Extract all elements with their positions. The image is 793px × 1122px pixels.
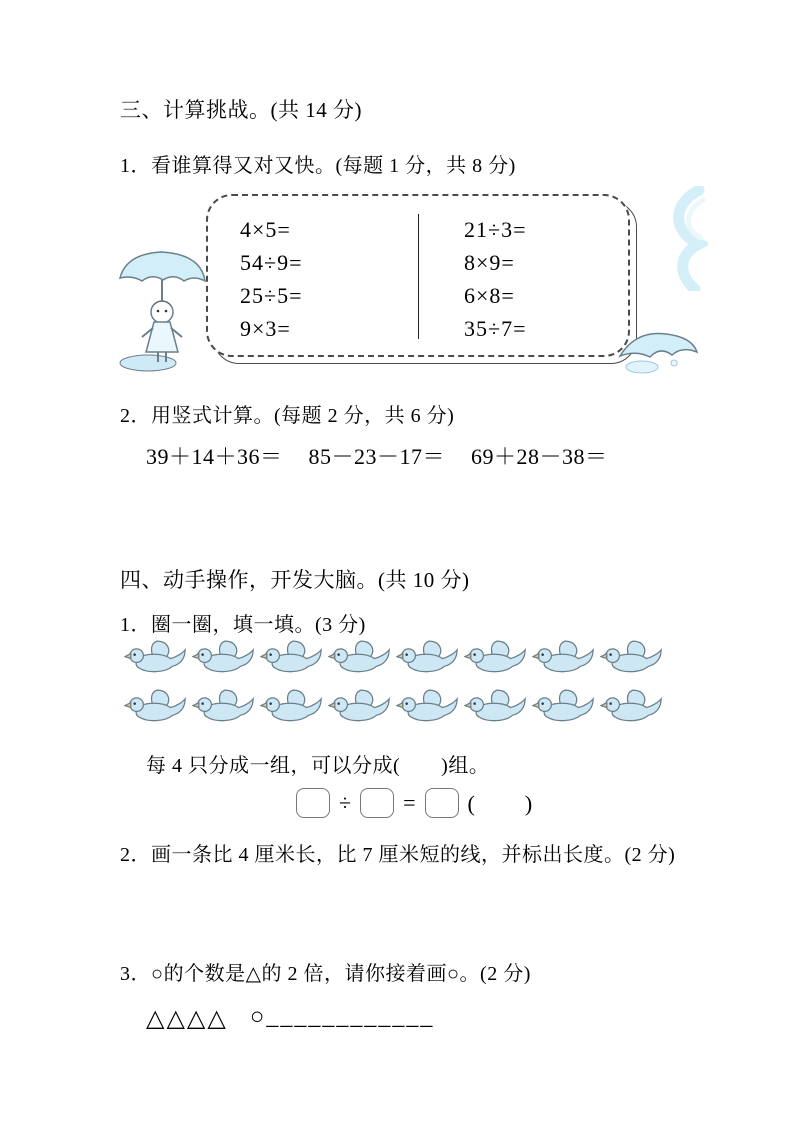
calc-right-column [418,196,628,355]
bird-row [124,687,664,732]
divide-sign: ÷ [339,789,352,815]
bird-icon [532,638,596,683]
bird-icon [396,687,460,732]
blank-box[interactable] [296,788,330,818]
math-problem: 6×8= [464,283,515,308]
water-swirl-icon [633,186,708,291]
circle-draw-line: ○____________ [249,1004,435,1030]
math-problem: 54÷9= [240,250,303,275]
bird-icon [464,687,528,732]
math-problem: 69＋28－38＝ [471,444,608,469]
girl-with-umbrella-icon [104,242,222,374]
section-four-title: 四、动手操作，开发大脑。(共 10 分) [120,568,470,592]
math-problem: 35÷7= [464,316,527,341]
bird-icon [328,638,392,683]
math-problem: 8×9= [464,250,515,275]
birds-grid [124,638,664,732]
column-divider [418,214,419,339]
bird-icon [600,638,664,683]
calc-left-column [208,196,418,355]
vertical-calc-problems [146,440,608,471]
bird-icon [328,687,392,732]
math-problem: 85－23－17＝ [308,444,446,469]
shapes-row [146,1004,434,1033]
equals-sign: = [403,789,416,815]
math-problem: 4×5= [240,217,291,242]
math-problem: 39＋14＋36＝ [146,444,283,469]
section-four-q2-label: 2．画一条比 4 厘米长，比 7 厘米短的线，并标出长度。(2 分) [120,844,676,866]
blank-box[interactable] [425,788,459,818]
section-three-title: 三、计算挑战。(共 14 分) [120,98,362,122]
section-three-q1-label: 1．看谁算得又对又快。(每题 1 分，共 8 分) [120,155,516,177]
answer-paren: ( ) [467,791,535,816]
bird-icon [532,687,596,732]
blank-box[interactable] [360,788,394,818]
math-problem: 21÷3= [464,217,527,242]
bird-icon [124,638,188,683]
section-three-q2-label: 2．用竖式计算。(每题 2 分，共 6 分) [120,405,455,427]
section-four-q1-label: 1．圈一圈，填一填。(3 分) [120,614,366,636]
math-problem: 25÷5= [240,283,303,308]
bird-row [124,638,664,683]
group-fill-text: 每 4 只分成一组，可以分成( )组。 [146,755,490,777]
bird-icon [464,638,528,683]
bird-icon [260,687,324,732]
section-four-q3-label: 3．○的个数是△的 2 倍，请你接着画○。(2 分) [120,963,531,985]
bird-icon [192,687,256,732]
math-problem: 9×3= [240,316,291,341]
bird-icon [396,638,460,683]
bird-icon [124,687,188,732]
fill-equation [296,787,534,818]
triangle-shapes: △△△△ [146,1006,228,1032]
bird-icon [260,638,324,683]
bird-icon [600,687,664,732]
bird-icon [192,638,256,683]
calc-box-frame [206,194,630,357]
leaf-icon [612,318,700,376]
calculation-box [206,194,630,357]
